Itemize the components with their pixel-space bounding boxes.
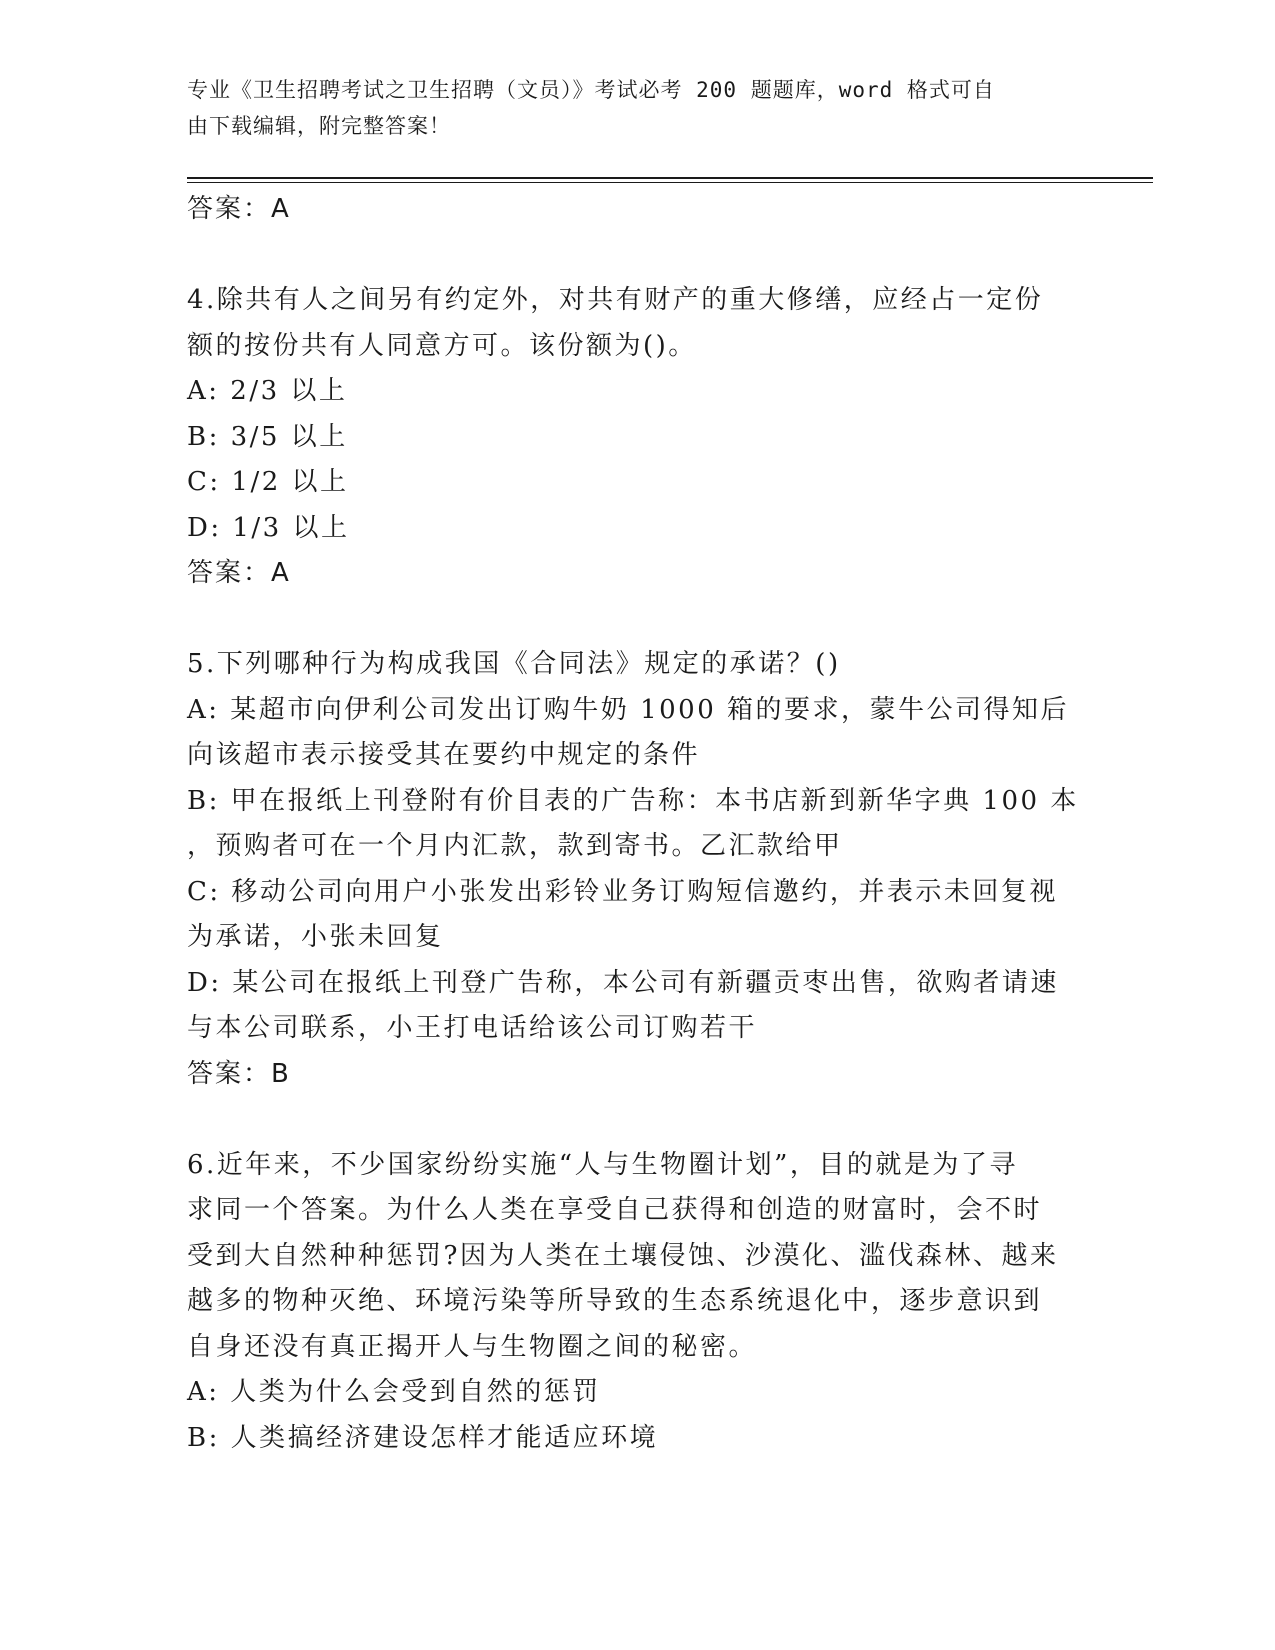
option-c: C: 移动公司向用户小张发出彩铃业务订购短信邀约，并表示未回复视 — [187, 876, 1058, 907]
option-d: D: 1/3 以上 — [187, 512, 350, 543]
option-a: A: 人类为什么会受到自然的惩罚 — [187, 1377, 601, 1407]
header-line: 专业《卫生招聘考试之卫生招聘（文员）》考试必考 200 题题库，word 格式可自 — [187, 78, 995, 102]
answer-line: 答案：A — [187, 194, 291, 224]
answer-line: 答案：B — [187, 1058, 291, 1089]
option-d-cont: 与本公司联系，小王打电话给该公司订购若干 — [187, 1013, 758, 1043]
question-block — [187, 278, 1087, 597]
document-header — [187, 72, 1067, 144]
spacer — [187, 233, 1087, 279]
option-b: B: 甲在报纸上刊登附有价目表的广告称：本书店新到新华字典 100 本 — [187, 785, 1079, 816]
question-text: 自身还没有真正揭开人与生物圈之间的秘密。 — [187, 1331, 758, 1362]
question-text: 受到大自然种种惩罚?因为人类在土壤侵蚀、沙漠化、滥伐森林、越来 — [187, 1240, 1059, 1271]
question-text: 4.除共有人之间另有约定外，对共有财产的重大修缮，应经占一定份 — [187, 285, 1044, 315]
option-a-cont: 向该超市表示接受其在要约中规定的条件 — [187, 740, 701, 770]
header-line: 由下载编辑，附完整答案！ — [187, 114, 451, 138]
option-d: D: 某公司在报纸上刊登广告称，本公司有新疆贡枣出售，欲购者请速 — [187, 967, 1059, 998]
question-text: 越多的物种灭绝、环境污染等所导致的生态系统退化中，逐步意识到 — [187, 1286, 1043, 1316]
question-block — [187, 642, 1087, 1097]
header-rule-thin — [187, 182, 1153, 183]
question-text: 额的按份共有人同意方可。该份额为()。 — [187, 330, 697, 361]
spacer — [187, 1097, 1087, 1143]
document-body — [187, 187, 1087, 1461]
question-block — [187, 1143, 1087, 1462]
option-b: B: 3/5 以上 — [187, 421, 348, 452]
question-text: 5.下列哪种行为构成我国《合同法》规定的承诺？() — [187, 649, 841, 679]
option-b: B: 人类搞经济建设怎样才能适应环境 — [187, 1422, 659, 1453]
option-b-cont: ，预购者可在一个月内汇款，款到寄书。乙汇款给甲 — [187, 831, 843, 861]
option-c: C: 1/2 以上 — [187, 467, 349, 497]
question-text: 6.近年来，不少国家纷纷实施“人与生物圈计划”，目的就是为了寻 — [187, 1149, 1018, 1180]
answer-line: 答案：A — [187, 558, 291, 588]
option-a: A: 某超市向伊利公司发出订购牛奶 1000 箱的要求，蒙牛公司得知后 — [187, 694, 1069, 725]
question-text: 求同一个答案。为什么人类在享受自己获得和创造的财富时，会不时 — [187, 1195, 1043, 1225]
spacer — [187, 597, 1087, 643]
option-a: A: 2/3 以上 — [187, 376, 348, 406]
option-c-cont: 为承诺，小张未回复 — [187, 922, 444, 952]
header-rule — [187, 177, 1153, 179]
